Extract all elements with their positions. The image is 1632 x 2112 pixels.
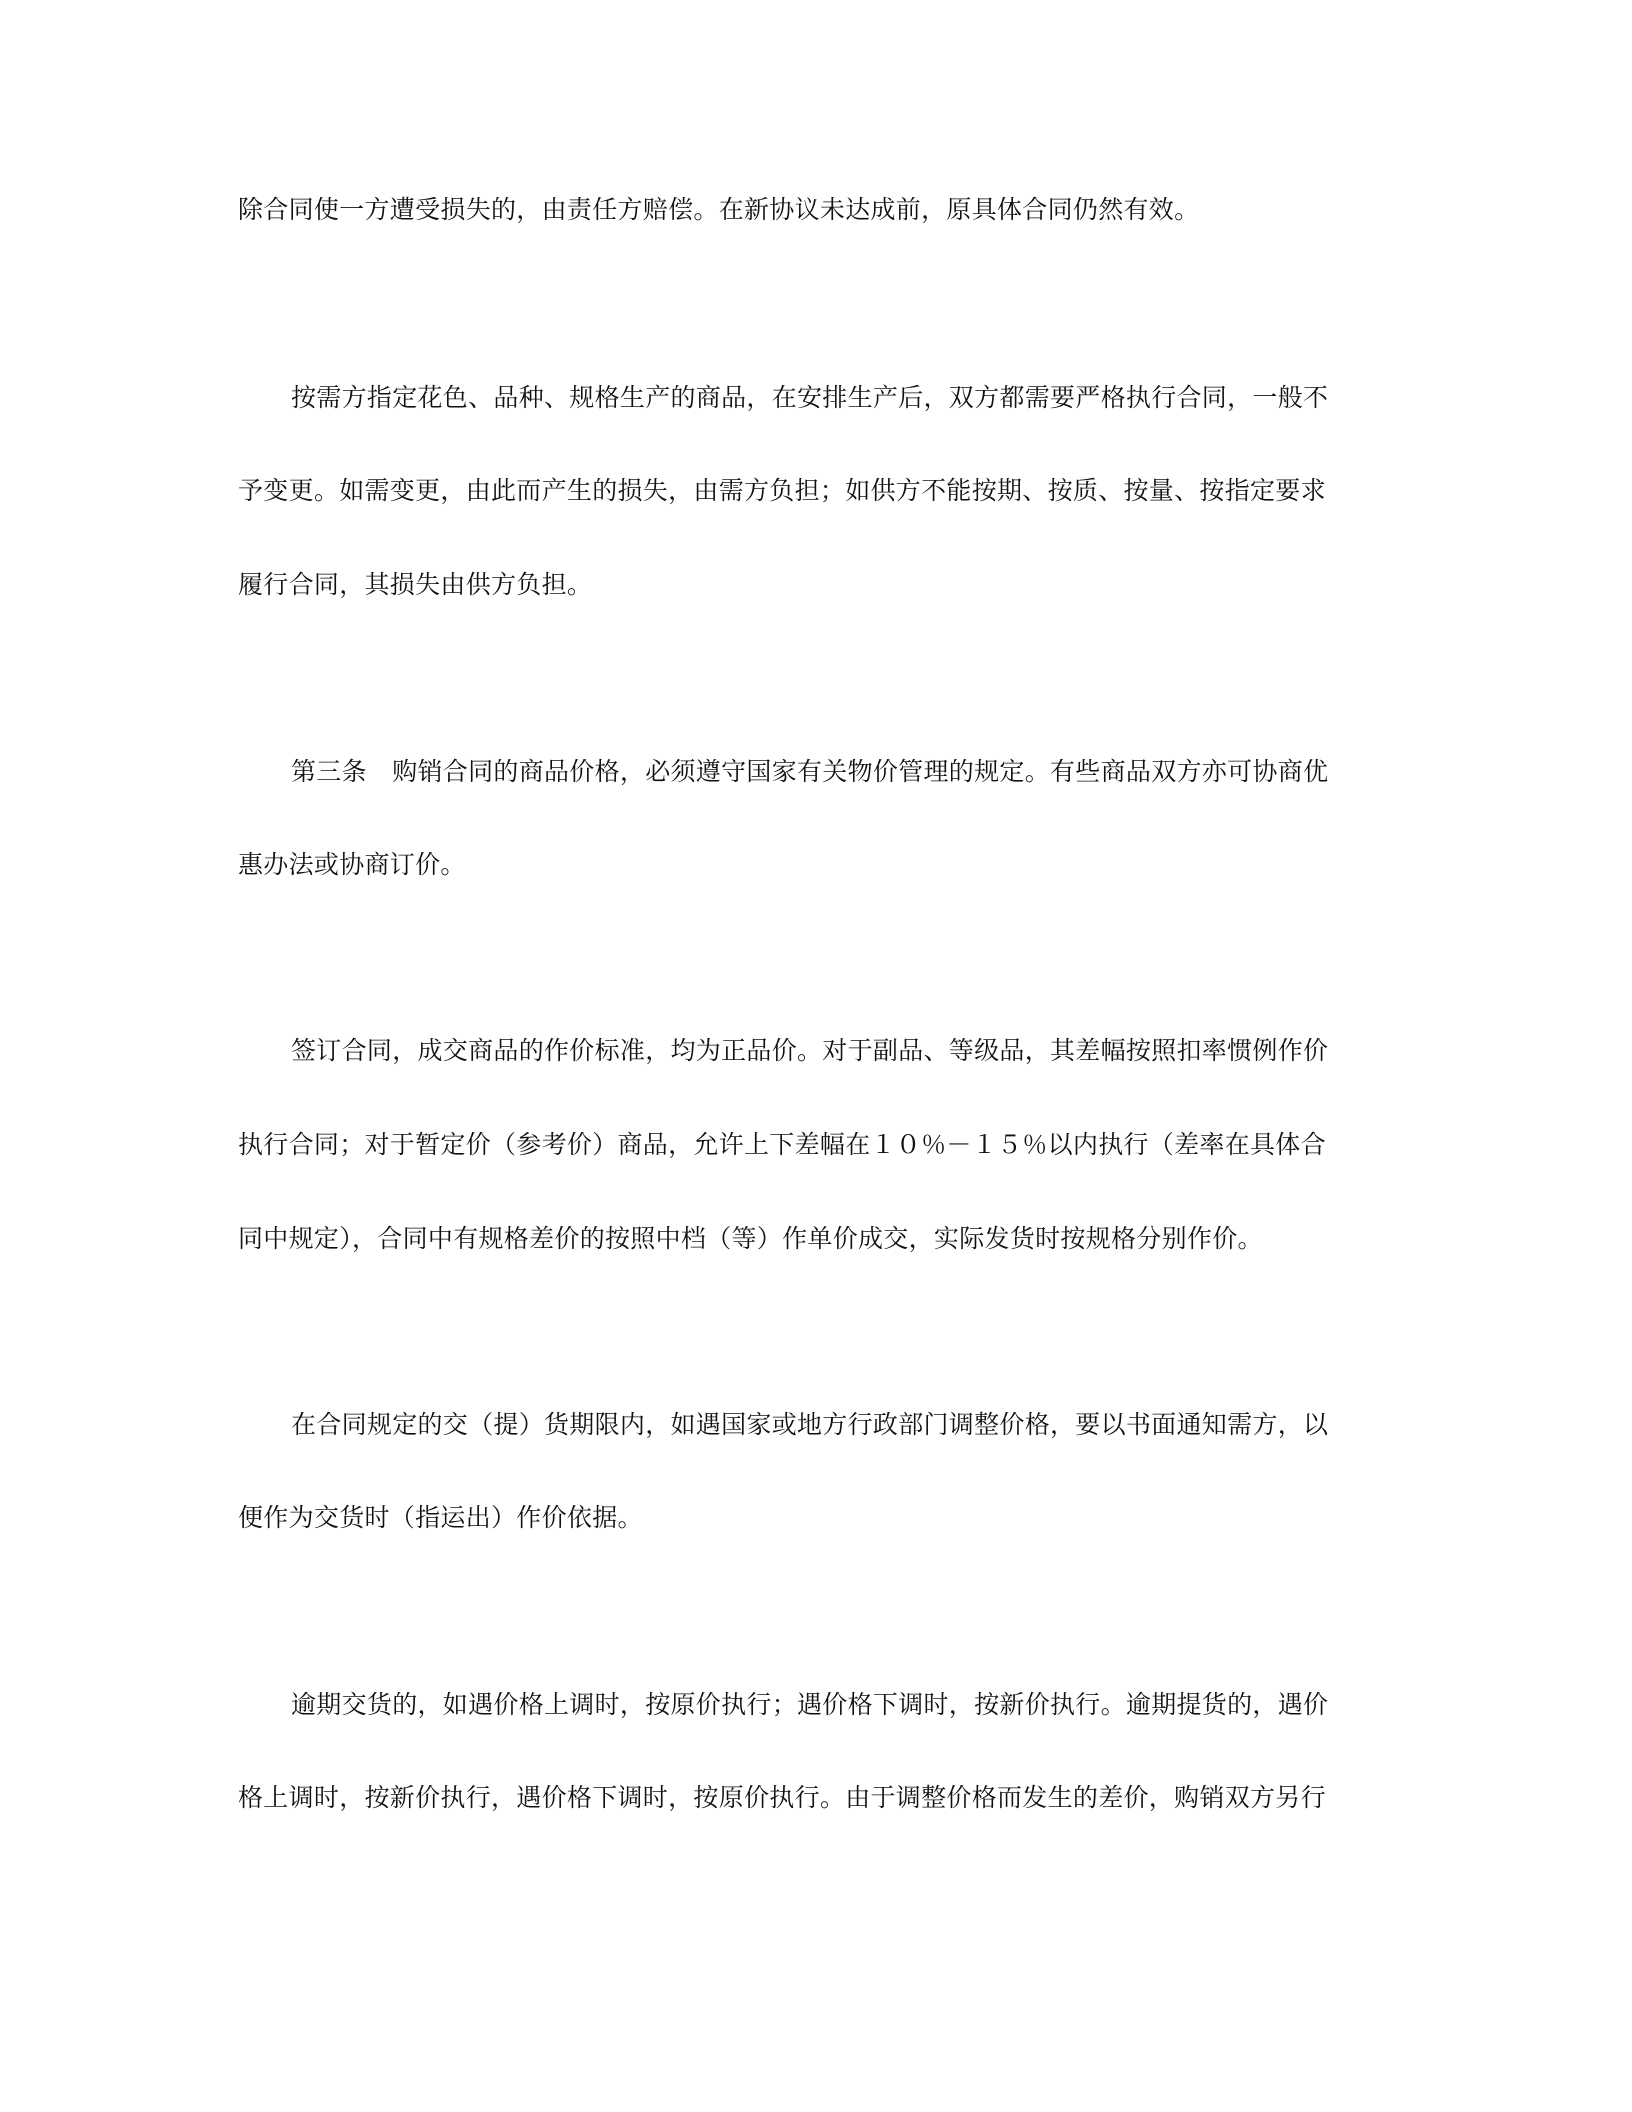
text-line: 格上调时，按新价执行，遇价格下调时，按原价执行。由于调整价格而发生的差价，购销双方另行	[238, 1783, 1326, 1812]
text-line: 逾期交货的，如遇价格上调时，按原价执行；遇价格下调时，按新价执行。逾期提货的，遇价	[291, 1690, 1329, 1719]
text-line: 签订合同，成交商品的作价标准，均为正品价。对于副品、等级品，其差幅按照扣率惯例作价	[291, 1036, 1329, 1065]
text-line: 按需方指定花色、品种、规格生产的商品，在安排生产后，双方都需要严格执行合同，一般不	[291, 383, 1329, 412]
text-line: 便作为交货时（指运出）作价依据。	[238, 1503, 643, 1532]
text-line: 惠办法或协商订价。	[238, 850, 466, 879]
text-line: 除合同使一方遭受损失的，由责任方赔偿。在新协议未达成前，原具体合同仍然有效。	[238, 195, 1200, 224]
text-line: 履行合同，其损失由供方负担。	[238, 570, 593, 599]
text-line: 予变更。如需变更，由此而产生的损失，由需方负担；如供方不能按期、按质、按量、按指定要求	[238, 476, 1326, 505]
text-line: 在合同规定的交（提）货期限内，如遇国家或地方行政部门调整价格，要以书面通知需方，以	[291, 1410, 1329, 1439]
text-line: 第三条 购销合同的商品价格，必须遵守国家有关物价管理的规定。有些商品双方亦可协商优	[291, 757, 1329, 786]
text-line: 同中规定），合同中有规格差价的按照中档（等）作单价成交，实际发货时按规格分别作价。	[238, 1224, 1263, 1253]
text-line: 执行合同；对于暂定价（参考价）商品，允许上下差幅在１０％－１５％以内执行（差率在具体合	[238, 1130, 1326, 1159]
